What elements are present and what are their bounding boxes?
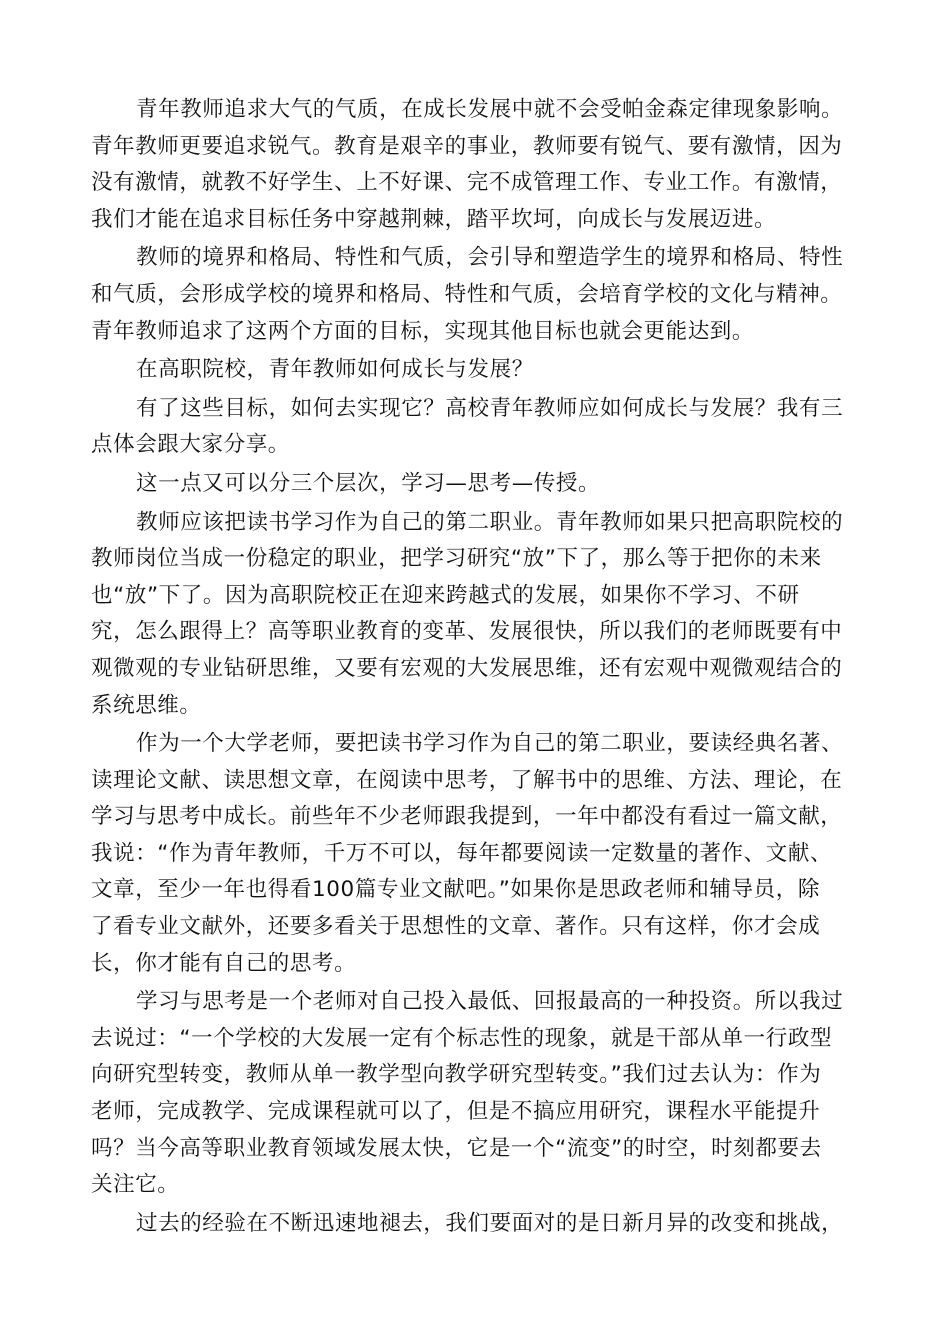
text-line: 在高职院校，青年教师如何成长与发展？ xyxy=(136,357,534,383)
paragraph xyxy=(91,505,861,725)
paragraph xyxy=(91,726,861,982)
text-line: 教师的境界和格局、特性和气质，会引导和塑造学生的境界和格局、特性 xyxy=(136,245,844,271)
text-line: 读理论文献、读思想文章，在阅读中思考，了解书中的思维、方法、理论，在 xyxy=(91,767,843,793)
text-line: 吗？当今高等职业教育领域发展太快，它是一个“流变”的时空，时刻都要去 xyxy=(91,1135,822,1161)
paragraph xyxy=(91,984,861,1204)
text-line: 有了这些目标，如何去实现它？高校青年教师应如何成长与发展？我有三 xyxy=(136,395,844,421)
paragraph xyxy=(91,92,861,238)
text-line: 文章，至少一年也得看100篇专业文献吧。”如果你是思政老师和辅导员，除 xyxy=(91,877,820,903)
text-line: 学习与思考是一个老师对自己投入最低、回报最高的一种投资。所以我过 xyxy=(136,989,844,1015)
paragraph xyxy=(91,466,861,503)
text-line: 我们才能在追求目标任务中穿越荆棘，踏平坎坷，向成长与发展迈进。 xyxy=(91,206,777,232)
document-body xyxy=(91,92,861,1244)
text-line: 观微观的专业钻研思维，又要有宏观的大发展思维，还有宏观中观微观结合的 xyxy=(91,655,843,681)
text-line: 没有激情，就教不好学生、上不好课、完不成管理工作、专业工作。有激情， xyxy=(91,170,843,196)
text-line: 了看专业文献外，还要多看关于思想性的文章、著作。只有这样，你才会成 xyxy=(91,914,821,940)
paragraph xyxy=(91,391,861,464)
text-line: 点体会跟大家分享。 xyxy=(91,432,290,458)
text-line: 过去的经验在不断迅速地褪去，我们要面对的是日新月异的改变和挑战， xyxy=(136,1210,844,1236)
paragraph xyxy=(91,352,861,389)
text-line: 我说：“作为青年教师，千万不可以，每年都要阅读一定数量的著作、文献、 xyxy=(91,840,833,866)
text-line: 向研究型转变，教师从单一教学型向教学研究型转变。”我们过去认为：作为 xyxy=(91,1062,822,1088)
text-line: 教师岗位当成一份稳定的职业，把学习研究“放”下了，那么等于把你的未来 xyxy=(91,546,822,572)
paragraph xyxy=(91,1206,861,1243)
text-line: 作为一个大学老师，要把读书学习作为自己的第二职业，要读经典名著、 xyxy=(136,731,844,757)
text-line: 和气质，会形成学校的境界和格局、特性和气质，会培育学校的文化与精神。 xyxy=(91,281,843,307)
text-line: 青年教师追求了这两个方面的目标，实现其他目标也就会更能达到。 xyxy=(91,318,755,344)
text-line: 这一点又可以分三个层次，学习—思考—传授。 xyxy=(136,470,601,496)
text-line: 青年教师追求大气的气质，在成长发展中就不会受帕金森定律现象影响。 xyxy=(136,97,844,122)
text-line: 去说过：“一个学校的大发展一定有个标志性的现象，就是干部从单一行政型 xyxy=(91,1025,833,1051)
text-line: 长，你才能有自己的思考。 xyxy=(91,950,357,976)
text-line: 系统思维。 xyxy=(91,692,202,718)
text-line: 学习与思考中成长。前些年不少老师跟我提到，一年中都没有看过一篇文献， xyxy=(91,804,843,830)
text-line: 关注它。 xyxy=(91,1172,180,1198)
text-line: 青年教师更要追求锐气。教育是艰辛的事业，教师要有锐气、要有激情，因为 xyxy=(91,133,843,159)
text-line: 教师应该把读书学习作为自己的第二职业。青年教师如果只把高职院校的 xyxy=(136,509,844,535)
text-line: 究，怎么跟得上？高等职业教育的变革、发展很快，所以我们的老师既要有中 xyxy=(91,619,843,645)
paragraph xyxy=(91,240,861,350)
text-line: 也“放”下了。因为高职院校正在迎来跨越式的发展，如果你不学习、不研 xyxy=(91,582,800,608)
text-line: 老师，完成教学、完成课程就可以了，但是不搞应用研究，课程水平能提升 xyxy=(91,1099,821,1125)
